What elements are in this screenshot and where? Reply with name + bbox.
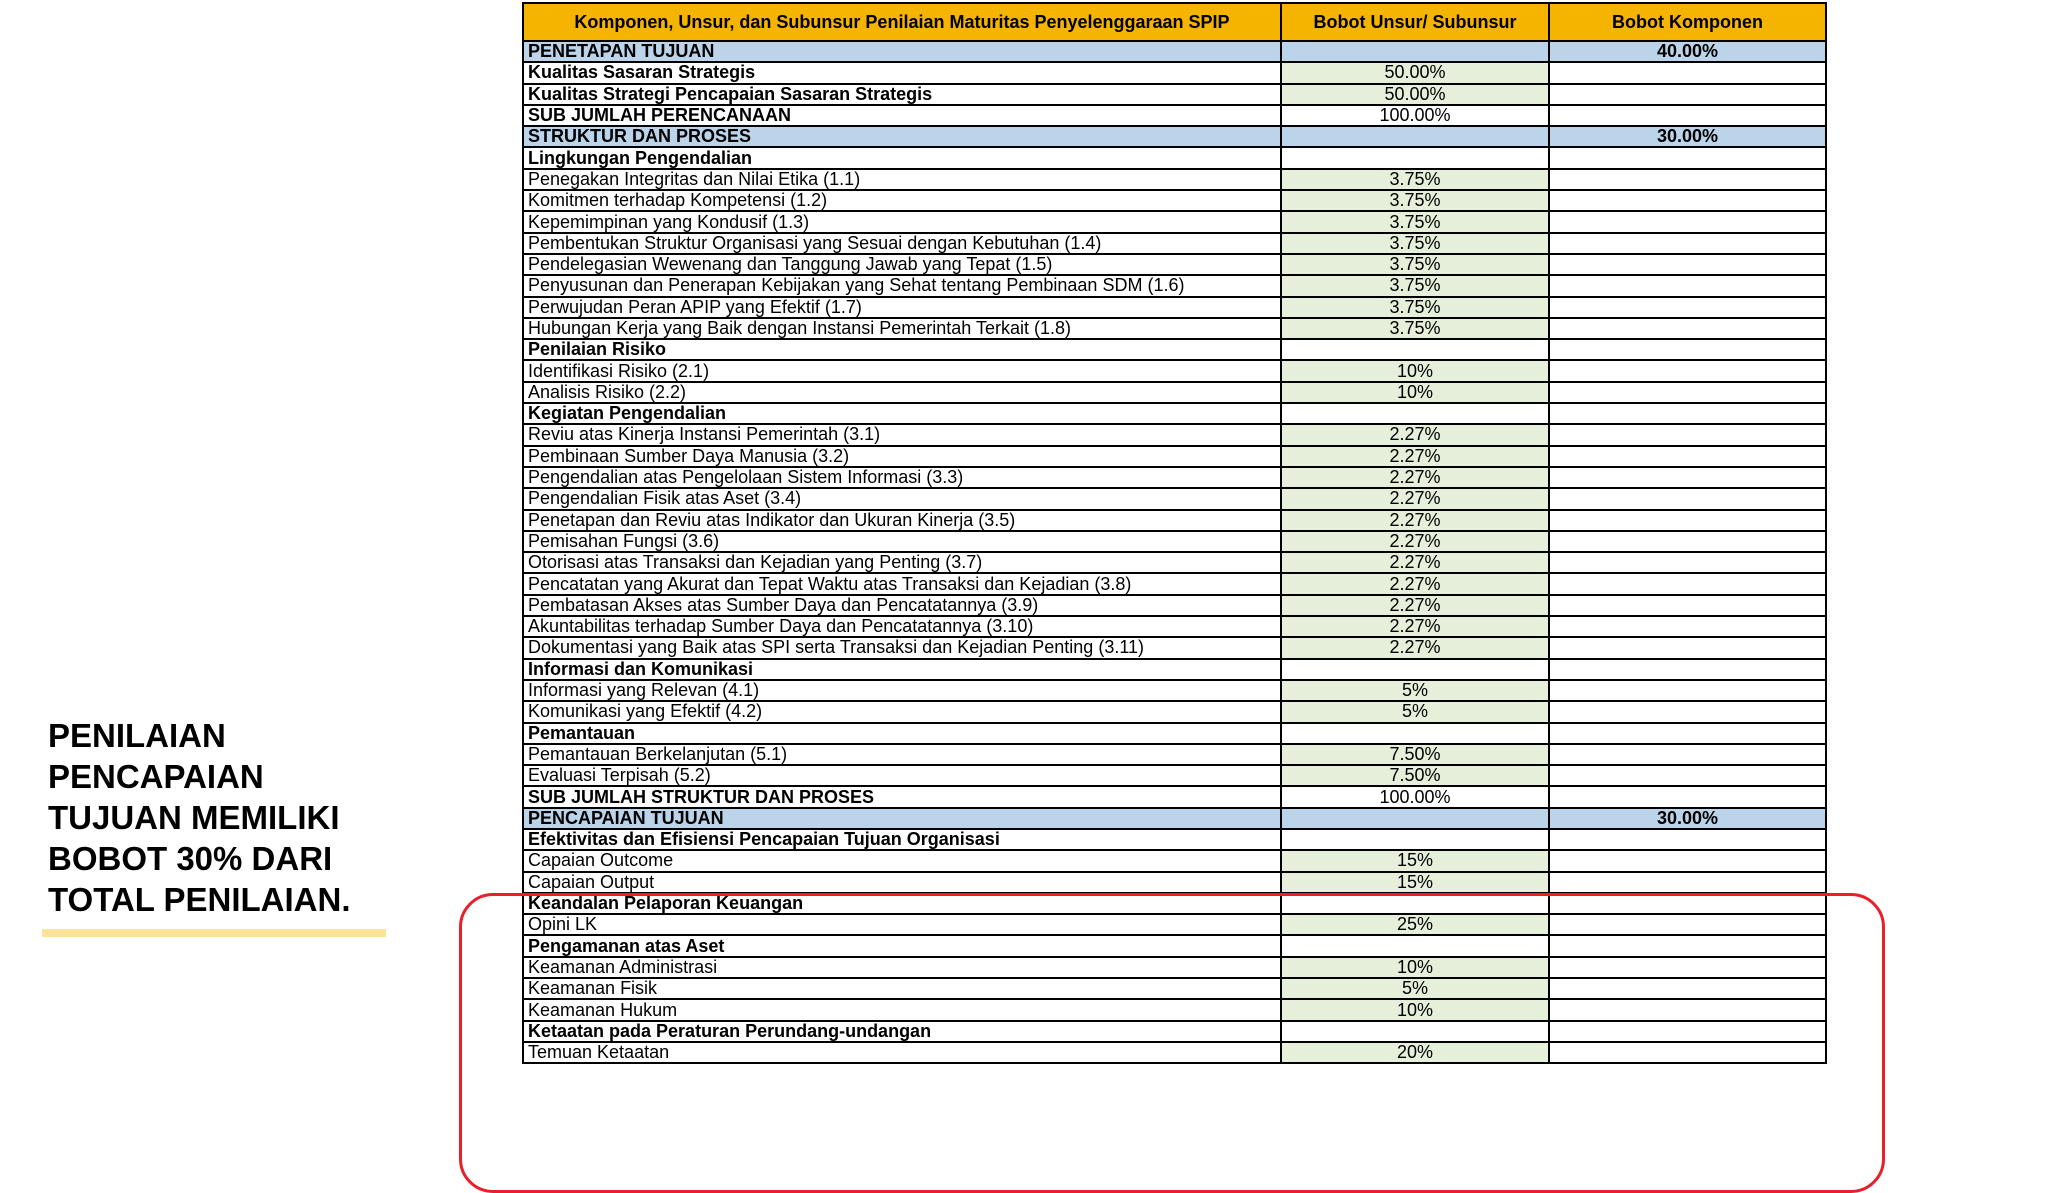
table-row	[523, 978, 1826, 999]
side-note-line: TUJUAN MEMILIKI	[48, 799, 340, 836]
bobot-komponen-cell	[1549, 872, 1826, 893]
row-label: Temuan Ketaatan	[523, 1042, 1281, 1063]
table-row	[523, 1042, 1826, 1063]
table-row	[523, 360, 1826, 381]
bobot-unsur-cell: 7.50%	[1281, 765, 1549, 786]
bobot-unsur-cell: 100.00%	[1281, 105, 1549, 126]
bobot-komponen-cell	[1549, 169, 1826, 190]
row-label: Lingkungan Pengendalian	[523, 147, 1281, 168]
table-row	[523, 659, 1826, 680]
row-label: Penegakan Integritas dan Nilai Etika (1.1)	[523, 169, 1281, 190]
table-row	[523, 510, 1826, 531]
bobot-komponen-cell: 30.00%	[1549, 126, 1826, 147]
bobot-komponen-cell	[1549, 211, 1826, 232]
row-label: Kegiatan Pengendalian	[523, 403, 1281, 424]
row-label: Pengendalian atas Pengelolaan Sistem Informasi (3.3)	[523, 467, 1281, 488]
row-label: Penyusunan dan Penerapan Kebijakan yang Sehat tentang Pembinaan SDM (1.6)	[523, 275, 1281, 296]
table-row	[523, 403, 1826, 424]
bobot-komponen-cell	[1549, 190, 1826, 211]
row-label: Capaian Outcome	[523, 850, 1281, 871]
row-label: Pengendalian Fisik atas Aset (3.4)	[523, 488, 1281, 509]
bobot-komponen-cell	[1549, 254, 1826, 275]
bobot-komponen-cell	[1549, 978, 1826, 999]
table-row	[523, 105, 1826, 126]
bobot-unsur-cell: 15%	[1281, 850, 1549, 871]
bobot-unsur-cell: 5%	[1281, 978, 1549, 999]
bobot-komponen-cell	[1549, 467, 1826, 488]
row-label: Keamanan Hukum	[523, 999, 1281, 1020]
bobot-unsur-cell: 2.27%	[1281, 488, 1549, 509]
bobot-komponen-cell	[1549, 573, 1826, 594]
row-label: Ketaatan pada Peraturan Perundang-undangan	[523, 1021, 1281, 1042]
table-row	[523, 531, 1826, 552]
row-label: Pemisahan Fungsi (3.6)	[523, 531, 1281, 552]
bobot-komponen-cell	[1549, 1021, 1826, 1042]
row-label: Identifikasi Risiko (2.1)	[523, 360, 1281, 381]
row-label: Keamanan Fisik	[523, 978, 1281, 999]
row-label: Pemantauan	[523, 723, 1281, 744]
side-note-line: PENCAPAIAN	[48, 758, 264, 795]
row-label: Analisis Risiko (2.2)	[523, 382, 1281, 403]
bobot-unsur-cell: 10%	[1281, 957, 1549, 978]
table-row	[523, 126, 1826, 147]
bobot-unsur-cell: 50.00%	[1281, 84, 1549, 105]
bobot-unsur-cell	[1281, 339, 1549, 360]
row-label: Informasi yang Relevan (4.1)	[523, 680, 1281, 701]
side-note-line: BOBOT 30% DARI	[48, 840, 333, 877]
bobot-unsur-cell: 3.75%	[1281, 297, 1549, 318]
bobot-komponen-cell	[1549, 829, 1826, 850]
row-label: Komunikasi yang Efektif (4.2)	[523, 701, 1281, 722]
bobot-komponen-cell	[1549, 62, 1826, 83]
bobot-komponen-cell: 40.00%	[1549, 41, 1826, 62]
row-label: Reviu atas Kinerja Instansi Pemerintah (3.1)	[523, 424, 1281, 445]
bobot-unsur-cell: 10%	[1281, 999, 1549, 1020]
row-label: SUB JUMLAH PERENCANAAN	[523, 105, 1281, 126]
bobot-komponen-cell	[1549, 84, 1826, 105]
bobot-unsur-cell: 2.27%	[1281, 616, 1549, 637]
bobot-unsur-cell: 15%	[1281, 872, 1549, 893]
bobot-komponen-cell: 30.00%	[1549, 808, 1826, 829]
table-row	[523, 616, 1826, 637]
bobot-unsur-cell	[1281, 147, 1549, 168]
bobot-unsur-cell: 2.27%	[1281, 467, 1549, 488]
bobot-komponen-cell	[1549, 531, 1826, 552]
row-label: Informasi dan Komunikasi	[523, 659, 1281, 680]
table-row	[523, 893, 1826, 914]
bobot-unsur-cell	[1281, 723, 1549, 744]
row-label: Pembentukan Struktur Organisasi yang Sesuai dengan Kebutuhan (1.4)	[523, 233, 1281, 254]
table-row	[523, 573, 1826, 594]
table-row	[523, 1021, 1826, 1042]
bobot-unsur-cell: 3.75%	[1281, 169, 1549, 190]
bobot-komponen-cell	[1549, 637, 1826, 658]
bobot-komponen-cell	[1549, 701, 1826, 722]
bobot-komponen-cell	[1549, 403, 1826, 424]
table-row	[523, 382, 1826, 403]
bobot-unsur-cell: 2.27%	[1281, 552, 1549, 573]
bobot-unsur-cell: 50.00%	[1281, 62, 1549, 83]
table-row	[523, 701, 1826, 722]
table-row	[523, 744, 1826, 765]
bobot-komponen-cell	[1549, 723, 1826, 744]
side-note-title	[48, 715, 388, 920]
bobot-unsur-cell: 5%	[1281, 701, 1549, 722]
table-row	[523, 318, 1826, 339]
bobot-unsur-cell: 100.00%	[1281, 786, 1549, 807]
bobot-unsur-cell	[1281, 829, 1549, 850]
bobot-unsur-cell: 2.27%	[1281, 446, 1549, 467]
table-row	[523, 850, 1826, 871]
bobot-komponen-cell	[1549, 382, 1826, 403]
bobot-komponen-cell	[1549, 999, 1826, 1020]
bobot-komponen-cell	[1549, 659, 1826, 680]
row-label: Pengamanan atas Aset	[523, 935, 1281, 956]
table-row	[523, 339, 1826, 360]
bobot-komponen-cell	[1549, 935, 1826, 956]
table-row	[523, 637, 1826, 658]
bobot-komponen-cell	[1549, 850, 1826, 871]
row-label: Capaian Output	[523, 872, 1281, 893]
row-label: Hubungan Kerja yang Baik dengan Instansi Pemerintah Terkait (1.8)	[523, 318, 1281, 339]
table-row	[523, 957, 1826, 978]
bobot-unsur-cell: 2.27%	[1281, 573, 1549, 594]
bobot-komponen-cell	[1549, 914, 1826, 935]
table-row	[523, 552, 1826, 573]
row-label: Otorisasi atas Transaksi dan Kejadian yang Penting (3.7)	[523, 552, 1281, 573]
row-label: Komitmen terhadap Kompetensi (1.2)	[523, 190, 1281, 211]
bobot-unsur-cell: 10%	[1281, 360, 1549, 381]
row-label: Evaluasi Terpisah (5.2)	[523, 765, 1281, 786]
row-label: Pencatatan yang Akurat dan Tepat Waktu atas Transaksi dan Kejadian (3.8)	[523, 573, 1281, 594]
bobot-unsur-cell	[1281, 659, 1549, 680]
table-row	[523, 424, 1826, 445]
table-row	[523, 467, 1826, 488]
row-label: Akuntabilitas terhadap Sumber Daya dan Pencatatannya (3.10)	[523, 616, 1281, 637]
bobot-unsur-cell: 2.27%	[1281, 637, 1549, 658]
bobot-komponen-cell	[1549, 595, 1826, 616]
header-bobot-unsur: Bobot Unsur/ Subunsur	[1281, 3, 1549, 41]
row-label: Efektivitas dan Efisiensi Pencapaian Tujuan Organisasi	[523, 829, 1281, 850]
bobot-unsur-cell: 2.27%	[1281, 595, 1549, 616]
bobot-unsur-cell: 2.27%	[1281, 510, 1549, 531]
bobot-unsur-cell: 3.75%	[1281, 254, 1549, 275]
row-label: STRUKTUR DAN PROSES	[523, 126, 1281, 147]
table-body	[523, 41, 1826, 1063]
row-label: PENCAPAIAN TUJUAN	[523, 808, 1281, 829]
table-row	[523, 808, 1826, 829]
row-label: Opini LK	[523, 914, 1281, 935]
bobot-unsur-cell: 3.75%	[1281, 318, 1549, 339]
table-row	[523, 446, 1826, 467]
bobot-komponen-cell	[1549, 318, 1826, 339]
row-label: Pembatasan Akses atas Sumber Daya dan Pencatatannya (3.9)	[523, 595, 1281, 616]
bobot-komponen-cell	[1549, 786, 1826, 807]
bobot-komponen-cell	[1549, 275, 1826, 296]
table-row	[523, 765, 1826, 786]
bobot-komponen-cell	[1549, 105, 1826, 126]
table-row	[523, 275, 1826, 296]
bobot-unsur-cell: 3.75%	[1281, 233, 1549, 254]
table-row	[523, 84, 1826, 105]
bobot-komponen-cell	[1549, 424, 1826, 445]
bobot-unsur-cell: 25%	[1281, 914, 1549, 935]
bobot-komponen-cell	[1549, 765, 1826, 786]
table-row	[523, 680, 1826, 701]
bobot-unsur-cell	[1281, 41, 1549, 62]
bobot-unsur-cell: 3.75%	[1281, 190, 1549, 211]
bobot-komponen-cell	[1549, 339, 1826, 360]
table-row	[523, 233, 1826, 254]
row-label: Kepemimpinan yang Kondusif (1.3)	[523, 211, 1281, 232]
table-row	[523, 595, 1826, 616]
row-label: Pendelegasian Wewenang dan Tanggung Jawab yang Tepat (1.5)	[523, 254, 1281, 275]
table-row	[523, 169, 1826, 190]
spip-weight-table-container	[522, 2, 1825, 1064]
table-row	[523, 297, 1826, 318]
table-row	[523, 147, 1826, 168]
table-row	[523, 488, 1826, 509]
side-note-line: PENILAIAN	[48, 717, 226, 754]
bobot-unsur-cell	[1281, 808, 1549, 829]
side-note-underline	[42, 929, 386, 937]
bobot-unsur-cell	[1281, 1021, 1549, 1042]
row-label: PENETAPAN TUJUAN	[523, 41, 1281, 62]
table-row	[523, 62, 1826, 83]
row-label: Penilaian Risiko	[523, 339, 1281, 360]
row-label: Perwujudan Peran APIP yang Efektif (1.7)	[523, 297, 1281, 318]
row-label: Pemantauan Berkelanjutan (5.1)	[523, 744, 1281, 765]
bobot-unsur-cell: 10%	[1281, 382, 1549, 403]
table-row	[523, 41, 1826, 62]
row-label: Penetapan dan Reviu atas Indikator dan Ukuran Kinerja (3.5)	[523, 510, 1281, 531]
bobot-komponen-cell	[1549, 510, 1826, 531]
table-header-row	[523, 3, 1826, 41]
table-row	[523, 872, 1826, 893]
spip-weight-table	[522, 2, 1827, 1064]
row-label: Keamanan Administrasi	[523, 957, 1281, 978]
table-row	[523, 786, 1826, 807]
bobot-unsur-cell: 3.75%	[1281, 211, 1549, 232]
bobot-unsur-cell	[1281, 126, 1549, 147]
bobot-komponen-cell	[1549, 360, 1826, 381]
row-label: Dokumentasi yang Baik atas SPI serta Transaksi dan Kejadian Penting (3.11)	[523, 637, 1281, 658]
table-row	[523, 190, 1826, 211]
bobot-unsur-cell: 7.50%	[1281, 744, 1549, 765]
table-row	[523, 999, 1826, 1020]
header-bobot-komponen: Bobot Komponen	[1549, 3, 1826, 41]
bobot-komponen-cell	[1549, 446, 1826, 467]
table-row	[523, 254, 1826, 275]
table-row	[523, 723, 1826, 744]
bobot-unsur-cell	[1281, 893, 1549, 914]
row-label: Keandalan Pelaporan Keuangan	[523, 893, 1281, 914]
bobot-komponen-cell	[1549, 893, 1826, 914]
row-label: Kualitas Strategi Pencapaian Sasaran Strategis	[523, 84, 1281, 105]
bobot-unsur-cell	[1281, 403, 1549, 424]
row-label: Kualitas Sasaran Strategis	[523, 62, 1281, 83]
bobot-komponen-cell	[1549, 1042, 1826, 1063]
bobot-unsur-cell: 20%	[1281, 1042, 1549, 1063]
bobot-unsur-cell: 2.27%	[1281, 424, 1549, 445]
table-row	[523, 211, 1826, 232]
bobot-komponen-cell	[1549, 552, 1826, 573]
table-row	[523, 829, 1826, 850]
bobot-unsur-cell: 3.75%	[1281, 275, 1549, 296]
bobot-unsur-cell	[1281, 935, 1549, 956]
bobot-unsur-cell: 2.27%	[1281, 531, 1549, 552]
header-komponen: Komponen, Unsur, dan Subunsur Penilaian Maturitas Penyelenggaraan SPIP	[523, 3, 1281, 41]
bobot-komponen-cell	[1549, 616, 1826, 637]
bobot-komponen-cell	[1549, 297, 1826, 318]
bobot-komponen-cell	[1549, 147, 1826, 168]
table-row	[523, 935, 1826, 956]
bobot-unsur-cell: 5%	[1281, 680, 1549, 701]
table-row	[523, 914, 1826, 935]
side-note-line: TOTAL PENILAIAN.	[48, 881, 351, 918]
bobot-komponen-cell	[1549, 957, 1826, 978]
bobot-komponen-cell	[1549, 744, 1826, 765]
bobot-komponen-cell	[1549, 680, 1826, 701]
row-label: Pembinaan Sumber Daya Manusia (3.2)	[523, 446, 1281, 467]
bobot-komponen-cell	[1549, 488, 1826, 509]
bobot-komponen-cell	[1549, 233, 1826, 254]
row-label: SUB JUMLAH STRUKTUR DAN PROSES	[523, 786, 1281, 807]
